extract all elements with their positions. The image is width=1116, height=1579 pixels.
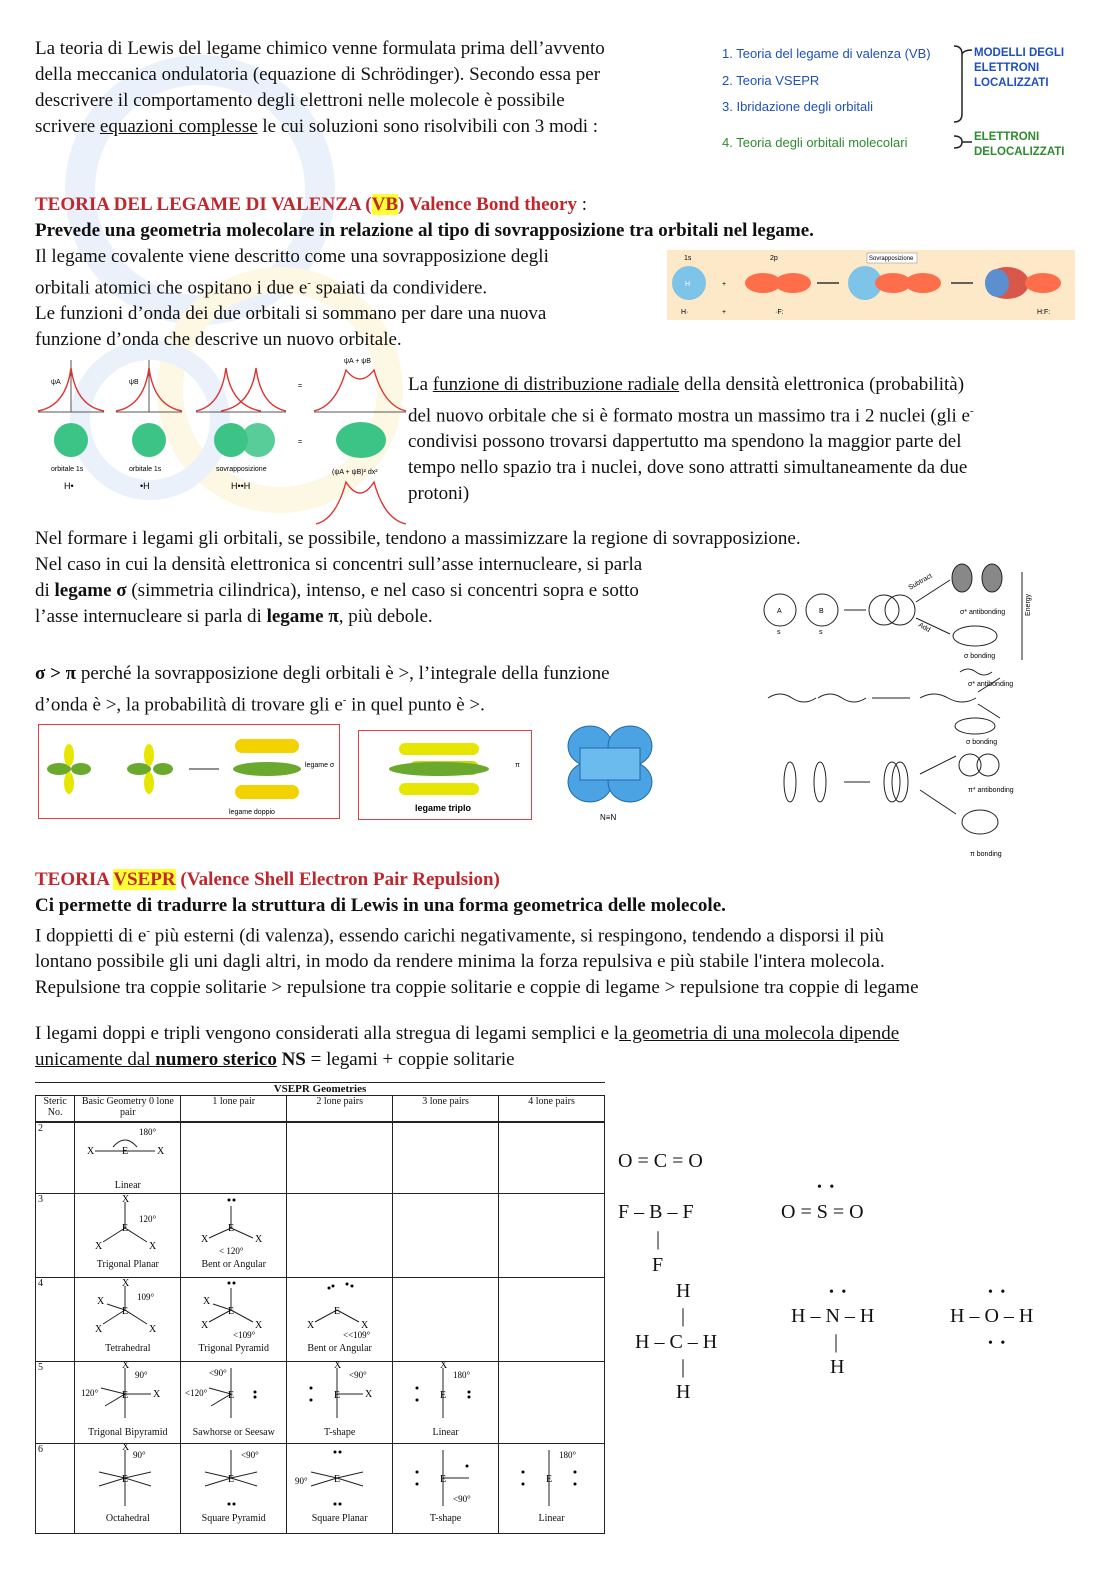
label-1s: 1s: [684, 255, 692, 262]
psi-graph-a: [38, 360, 104, 412]
orbital-sphere: [54, 423, 88, 457]
svg-text:E: E: [228, 1306, 235, 1317]
intro-line: della meccanica ondulatoria (equazione di Schrödinger). Secondo essa per: [35, 64, 601, 85]
lewis-nh3-bond: |: [834, 1331, 839, 1353]
lewis-nh3: H – N – H: [791, 1305, 875, 1327]
steric-number-paragraph: I legami doppi e tripli vengono considerati alla stregua di legami semplici e la geometria di una molecola dipende unicamente dal numero sterico NS = legami + coppie solitarie: [35, 1023, 900, 1070]
sigma-pi-paragraph: Nel formare i legami gli orbitali, se possibile, tendono a massimizzare la regione di sovrapposizione. Nel caso in cui la densità elettronica si concentri sull’asse internucleare, si parla di legame σ (simmetria cilindrica), intenso, e nel caso si concentri sopra e sotto l’asse internucleare si parla di legame π, più debole.: [35, 528, 801, 627]
lewis-so2-lone-pair: • •: [817, 1180, 837, 1195]
vsepr-title: TEORIA VSEPR (Valence Shell Electron Pair Repulsion): [35, 869, 500, 890]
label-sigma-bonding: σ bonding: [964, 653, 996, 660]
p-orbital-lobe: [1025, 273, 1061, 293]
label-orbital: orbitale 1s: [129, 466, 162, 473]
svg-text:<90°: <90°: [241, 1450, 259, 1460]
plus-sign: +: [722, 309, 727, 316]
lewis-ch4-bottom: H: [676, 1381, 691, 1403]
model-group-delocalized: ELETTRONI DELOCALIZZATI: [974, 131, 1065, 158]
table-header-row: [36, 1096, 605, 1122]
arrow-icon: [920, 756, 956, 774]
geometry-cell: [181, 1444, 287, 1534]
geometry-cell: [75, 1278, 181, 1362]
svg-text:X: X: [122, 1362, 130, 1371]
model-item: 4. Teoria degli orbitali molecolari: [722, 135, 908, 150]
geometry-label: Linear: [114, 1179, 141, 1191]
comparison-paragraph: σ > π perché la sovrapposizione degli orbitali è >, l’integrale della funzione d’onda è >, la probabilità di trovare gli e- in quel punto è >.: [35, 663, 610, 716]
label-h: H•: [64, 481, 74, 491]
geometry-cell: [75, 1444, 181, 1534]
label-pi-antibonding: π* antibonding: [968, 787, 1014, 794]
geometry-cell: [287, 1444, 393, 1534]
svg-text:X: X: [255, 1320, 263, 1331]
table-title: VSEPR Geometries: [35, 1082, 605, 1095]
model-item: 3. Ibridazione degli orbitali: [722, 99, 874, 114]
geometry-label: Octahedral: [105, 1513, 150, 1524]
table-row: [36, 1362, 605, 1444]
svg-text:X: X: [201, 1320, 209, 1331]
p-orbital-lobe: [905, 273, 941, 293]
label-psiA: ψA: [51, 379, 61, 386]
geometry-label: Sawhorse or Seesaw: [192, 1427, 275, 1438]
svg-text:X: X: [440, 1362, 448, 1371]
label-2p: 2p: [770, 255, 778, 262]
geometry-label: Linear: [538, 1513, 565, 1524]
label-s: s: [819, 629, 823, 636]
geometry-cell: [181, 1278, 287, 1362]
n2-figure: [550, 716, 670, 824]
lewis-nh3-lone-pair: • •: [829, 1285, 849, 1300]
table-row: [36, 1194, 605, 1278]
label-sigma: legame σ: [305, 762, 335, 769]
steric-number: 4: [36, 1278, 75, 1362]
svg-text:X: X: [365, 1389, 373, 1400]
geometry-cell: [499, 1444, 605, 1534]
vb-paragraph: Il legame covalente viene descritto come una sovrapposizione degli orbitali atomici che ospitano i due e- spaiati da condividere. Le funzioni d’onda dei due orbitali si sommano per dare una nuova funzione d’onda che descrive un nuovo orbitale.: [35, 246, 549, 351]
geometry-cell: [287, 1362, 393, 1444]
orbital-sphere: [336, 422, 386, 458]
label-overlap: Sovrapposizione: [869, 256, 914, 262]
svg-text:< 120°: < 120°: [219, 1246, 244, 1256]
geometry-cell: [181, 1362, 287, 1444]
label-psiAB: ψA + ψB: [344, 358, 371, 365]
label-density: (ψA + ψB)² dx²: [332, 469, 378, 476]
svg-text:E: E: [122, 1306, 129, 1317]
label-hdot: H·: [681, 309, 689, 316]
svg-text:X: X: [255, 1234, 263, 1245]
svg-text:E: E: [546, 1474, 553, 1485]
geometry-label: Bent or Angular: [201, 1259, 266, 1270]
lewis-h2o: H – O – H: [950, 1305, 1034, 1327]
label-h: •H: [140, 481, 150, 491]
label-n2: N≡N: [600, 813, 617, 822]
svg-text:X: X: [307, 1320, 315, 1331]
svg-text:180°: 180°: [559, 1450, 577, 1460]
intro-line: La teoria di Lewis del legame chimico venne formulata prima dell’avvento: [35, 38, 605, 59]
vsepr-table: [35, 1082, 605, 1536]
steric-number: 6: [36, 1444, 75, 1534]
triple-bond-figure: [358, 730, 532, 820]
psi-graph-overlap: [196, 368, 286, 412]
label-b: B: [819, 608, 824, 615]
plus-sign: +: [722, 281, 727, 288]
geometry-label: Square Planar: [311, 1513, 368, 1524]
label-orbital: orbitale 1s: [51, 466, 84, 473]
table-header: 3 lone pairs: [393, 1096, 499, 1122]
intro-line: descrivere il comportamento degli elettroni nelle molecole è possibile: [35, 90, 565, 111]
arrow-icon: [978, 704, 1000, 718]
svg-text:<109°: <109°: [233, 1330, 256, 1340]
table-header: Steric No.: [36, 1096, 75, 1122]
geometry-cell: [393, 1444, 499, 1534]
svg-text:E: E: [228, 1223, 235, 1234]
svg-text:X: X: [361, 1320, 369, 1331]
geometry-label: Square Pyramid: [201, 1513, 266, 1524]
label-pi: π: [515, 762, 520, 769]
models-list: [722, 44, 1082, 174]
svg-text:X: X: [122, 1444, 130, 1453]
steric-number: 2: [36, 1122, 75, 1194]
svg-text:X: X: [334, 1362, 342, 1371]
svg-text:<90°: <90°: [349, 1370, 367, 1380]
lewis-h2o-lone-pair: • •: [988, 1336, 1008, 1351]
table-row: [36, 1444, 605, 1534]
label-triple-bond: legame triplo: [415, 803, 472, 813]
steric-number: 3: [36, 1194, 75, 1278]
lewis-bf3: F – B – F: [618, 1201, 694, 1223]
label-overlap: sovrapposizione: [216, 466, 267, 473]
svg-text:X: X: [201, 1234, 209, 1245]
lewis-so2: O = S = O: [781, 1201, 864, 1223]
intro-line: scrivere equazioni complesse le cui soluzioni sono risolvibili con 3 modi :: [35, 116, 599, 137]
svg-text:E: E: [334, 1390, 341, 1401]
svg-text:X: X: [122, 1194, 130, 1205]
vsepr-subtitle: Ci permette di tradurre la struttura di Lewis in una forma geometrica delle molecole.: [35, 895, 726, 916]
label-hf: H:F:: [1037, 309, 1051, 316]
svg-text:90°: 90°: [295, 1476, 308, 1486]
molecular-orbital-diagram: [760, 560, 1060, 865]
lewis-bf3-bond: |: [656, 1228, 661, 1250]
svg-text:E: E: [334, 1474, 341, 1485]
geometry-label: Trigonal Bipyramid: [88, 1427, 168, 1438]
geometry-label: Linear: [432, 1427, 459, 1438]
svg-text:<90°: <90°: [209, 1368, 227, 1378]
table-header: 1 lone pair: [181, 1096, 287, 1122]
density-curve: [316, 482, 406, 524]
model-item: 2. Teoria VSEPR: [722, 73, 820, 88]
svg-text:E: E: [122, 1474, 129, 1485]
orbital-sphere: [132, 423, 166, 457]
label-pi-bonding: π bonding: [970, 851, 1002, 858]
geometry-label: Bent or Angular: [307, 1343, 372, 1354]
equals-sign: =: [298, 439, 303, 446]
geometry-cell: [181, 1194, 287, 1278]
svg-text:E: E: [440, 1390, 447, 1401]
lewis-ch4-bond: |: [681, 1356, 686, 1378]
label-a: A: [777, 608, 782, 615]
geometry-label: T-shape: [429, 1513, 462, 1524]
lewis-bf3-f: F: [652, 1254, 664, 1276]
svg-text:180°: 180°: [453, 1370, 471, 1380]
lewis-h2o-lone-pair: • •: [988, 1285, 1008, 1300]
geometry-cell: [75, 1122, 181, 1194]
lewis-ch4: H – C – H: [635, 1331, 718, 1353]
svg-text:<120°: <120°: [185, 1388, 208, 1398]
svg-text:X: X: [87, 1145, 95, 1157]
label-add: Add: [917, 621, 932, 634]
svg-text:X: X: [149, 1324, 157, 1335]
label-double-bond: legame doppio: [229, 809, 275, 816]
table-row: [36, 1278, 605, 1362]
equals-sign: =: [298, 383, 303, 390]
lewis-ch4-top: H: [676, 1280, 691, 1302]
label-fdot: ·F:: [775, 309, 784, 316]
label-hh: H••H: [231, 481, 251, 491]
orbital-sphere: [241, 423, 275, 457]
psi-graph-b: [116, 360, 182, 412]
label-sigma-antibonding: σ* antibonding: [960, 609, 1006, 616]
label-s: s: [777, 629, 781, 636]
svg-text:X: X: [95, 1324, 103, 1335]
svg-text:X: X: [95, 1241, 103, 1252]
vb-subtitle: Prevede una geometria molecolare in relazione al tipo di sovrapposizione tra orbitali nel legame.: [35, 220, 814, 241]
svg-text:E: E: [334, 1306, 341, 1317]
table-header: 4 lone pairs: [499, 1096, 605, 1122]
svg-text:X: X: [203, 1296, 211, 1307]
double-bond-figure: [38, 724, 340, 819]
orbital-overlap-figure: [667, 250, 1075, 320]
svg-text:<<109°: <<109°: [343, 1330, 371, 1340]
svg-text:120°: 120°: [81, 1388, 99, 1398]
label-sigma-bonding: σ bonding: [966, 739, 998, 746]
svg-text:E: E: [122, 1145, 129, 1157]
label-subtract: Subtract: [907, 572, 934, 592]
p-orbital-lobe: [775, 273, 811, 293]
geometry-label: Trigonal Planar: [96, 1259, 159, 1270]
arrow-icon: [920, 790, 956, 814]
lewis-nh3-h: H: [830, 1356, 845, 1378]
svg-text:E: E: [440, 1474, 447, 1485]
svg-text:X: X: [122, 1278, 130, 1289]
label-h: H: [685, 281, 691, 288]
svg-text:X: X: [97, 1296, 105, 1307]
geometry-cell: [75, 1194, 181, 1278]
psi-graph-sum: [314, 358, 406, 412]
svg-text:90°: 90°: [135, 1370, 148, 1380]
model-item: 1. Teoria del legame di valenza (VB): [722, 46, 931, 61]
svg-text:120°: 120°: [139, 1214, 157, 1224]
svg-text:<90°: <90°: [453, 1494, 471, 1504]
wavefunction-figure: [36, 354, 408, 526]
geometry-cell: [287, 1278, 393, 1362]
geometry-label: Tetrahedral: [105, 1343, 151, 1354]
svg-text:E: E: [122, 1390, 129, 1401]
svg-text:109°: 109°: [137, 1292, 155, 1302]
table-row: [36, 1122, 605, 1194]
svg-text:X: X: [157, 1145, 165, 1157]
steric-number: 5: [36, 1362, 75, 1444]
lewis-co2: O = C = O: [618, 1150, 703, 1172]
label-energy: Energy: [1025, 593, 1032, 616]
svg-text:E: E: [122, 1223, 129, 1234]
geometry-cell: [393, 1362, 499, 1444]
svg-text:X: X: [153, 1389, 161, 1400]
label-psiB: ψB: [129, 379, 139, 386]
table-header: 2 lone pairs: [287, 1096, 393, 1122]
svg-text:E: E: [228, 1390, 235, 1401]
svg-text:E: E: [228, 1474, 235, 1485]
brace-icon: [950, 44, 976, 164]
svg-text:90°: 90°: [133, 1450, 146, 1460]
model-group-localized: MODELLI DEGLI ELETTRONI LOCALIZZATI: [974, 47, 1065, 89]
svg-text:180°: 180°: [139, 1126, 157, 1137]
lewis-ch4-bond: |: [681, 1305, 686, 1327]
geometry-label: T-shape: [324, 1427, 356, 1438]
svg-text:X: X: [149, 1241, 157, 1252]
geometry-label: Trigonal Pyramid: [198, 1343, 269, 1354]
geometry-cell: [75, 1362, 181, 1444]
intro-paragraph: [35, 36, 715, 140]
label-sigma-antibonding: σ* antibonding: [968, 681, 1014, 688]
bonding-orbital-shape: [985, 269, 1009, 297]
vsepr-paragraph: I doppietti di e- più esterni (di valenza), essendo carichi negativamente, si respingono, tendendo a disporsi il più lontano possibile gli uni dagli altri, in modo da rendere minima la forza repulsiva e più stabile l'intera molecola. Repulsione tra coppie solitarie > repulsione tra coppie solitarie e coppie di legame > repulsione tra coppie di legame: [35, 925, 919, 999]
table-header: Basic Geometry 0 lone pair: [75, 1096, 181, 1122]
radial-paragraph: La funzione di distribuzione radiale della densità elettronica (probabilità) del nuovo orbitale che si è formato mostra un massimo tra i 2 nuclei (gli e- condivisi possono trovarsi dappertutto ma spendono la maggior parte del tempo nello spazio tra i nuclei, dove sono attratti simultaneamente da due protoni): [408, 374, 974, 505]
vb-title: TEORIA DEL LEGAME DI VALENZA (VB) Valence Bond theory :: [35, 194, 588, 215]
